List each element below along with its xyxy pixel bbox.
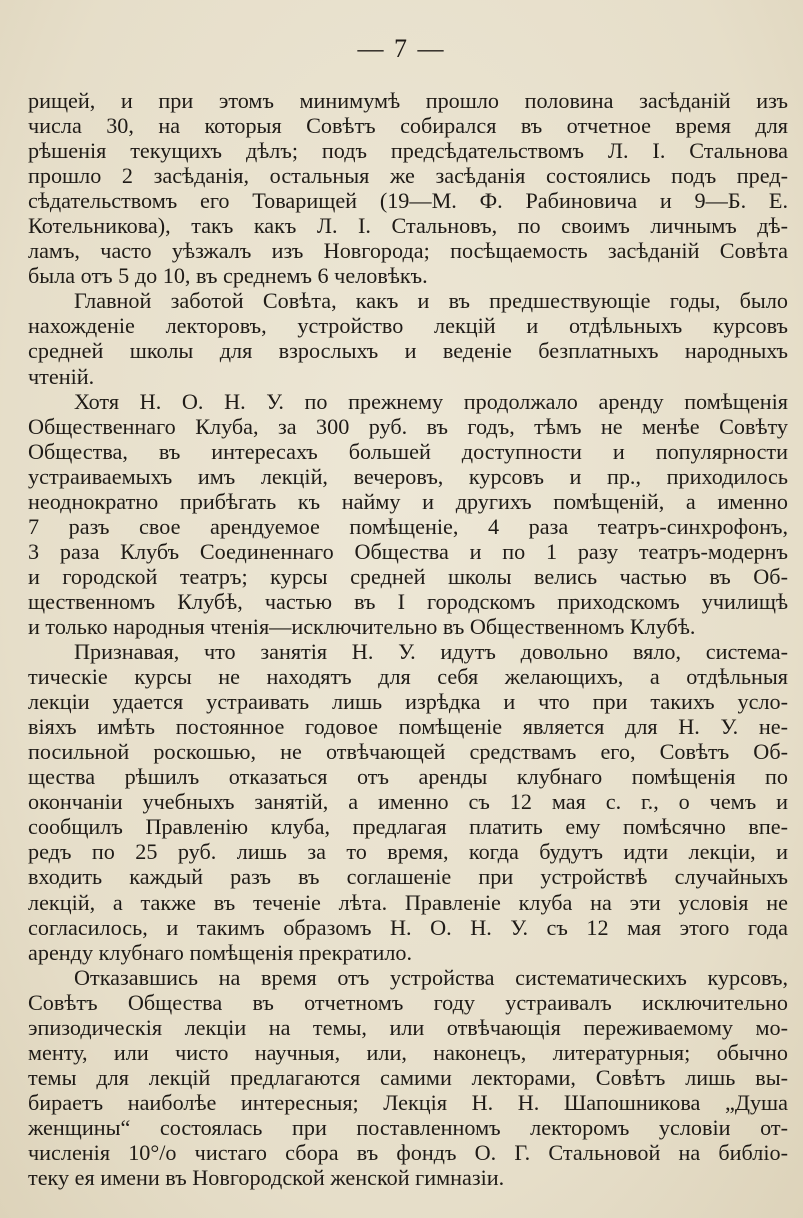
text-line: 7 разъ свое арендуемое помѣщеніе, 4 раза театръ-синхрофонъ, [28, 513, 788, 539]
text-line: посильной роскошью, не отвѣчающей средствамъ его, Совѣтъ Об- [28, 739, 788, 765]
text-line: теку ея имени въ Новгородской женской гимназіи. [28, 1165, 505, 1191]
text-line: численія 10°/о чистаго сбора въ фондъ О. Г. Стальновой на библіо- [28, 1139, 788, 1165]
text-line: 3 раза Клубъ Соединеннаго Общества и по 1 разу театръ-модернъ [28, 538, 788, 564]
text-line: нахожденіе лекторовъ, устройство лекцій и отдѣльныхъ курсовъ [28, 313, 788, 339]
text-line: ламъ, часто уѣзжалъ изъ Новгорода; посѣщаемость засѣданій Совѣта [28, 238, 788, 264]
text-line: окончаніи учебныхъ занятій, а именно съ 12 мая с. г., о чемъ и [28, 789, 788, 815]
paragraph-3 [28, 389, 788, 639]
text-line: менту, или чисто научныя, или, наконецъ, литературныя; обычно [28, 1039, 788, 1065]
text-line: Совѣтъ Общества въ отчетномъ году устраивалъ исключительно [28, 989, 788, 1015]
text-line: лекціи удается устраивать лишь изрѣдка и что при такихъ усло- [28, 689, 788, 715]
text-line: Главной заботой Совѣта, какъ и въ предшествующіе годы, было [74, 288, 788, 314]
text-line: числа 30, на которыя Совѣтъ собирался въ отчетное время для [28, 113, 788, 139]
text-line: рѣшенія текущихъ дѣлъ; подъ предсѣдательствомъ Л. І. Стальнова [28, 138, 788, 164]
text-line: неоднократно прибѣгать къ найму и другихъ помѣщеній, а именно [28, 488, 788, 514]
text-line: Общества, въ интересахъ большей доступности и популярности [28, 438, 788, 464]
paragraph-1 [28, 88, 788, 288]
text-line: редъ по 25 руб. лишь за то время, когда будутъ идти лекціи, и [28, 839, 788, 865]
body-text [28, 88, 788, 1190]
text-line: Котельникова), такъ какъ Л. І. Стальновъ, по своимъ личнымъ дѣ- [28, 213, 788, 239]
text-line: віяхъ имѣть постоянное годовое помѣщеніе является для Н. У. не- [28, 714, 788, 740]
text-line: средней школы для взрослыхъ и веденіе безплатныхъ народныхъ [28, 338, 788, 364]
text-line: сѣдательствомъ его Товарищей (19—М. Ф. Рабиновича и 9—Б. Е. [28, 188, 788, 214]
text-line: Общественнаго Клуба, за 300 руб. въ годъ, тѣмъ не менѣе Совѣту [28, 413, 788, 439]
text-line: женщины“ состоялась при поставленномъ лекторомъ условіи от- [28, 1114, 788, 1140]
text-line: и только народныя чтенія—исключительно въ Общественномъ Клубѣ. [28, 613, 696, 639]
text-line: эпизодическія лекціи на темы, или отвѣчающія переживаемому мо- [28, 1014, 788, 1040]
paragraph-5 [28, 965, 788, 1190]
text-line: чтеній. [28, 363, 95, 389]
text-line: Хотя Н. О. Н. У. по прежнему продолжало аренду помѣщенія [74, 388, 788, 414]
text-line: рищей, и при этомъ минимумѣ прошло половина засѣданій изъ [28, 88, 788, 113]
paragraph-4 [28, 639, 788, 965]
text-line: тическіе курсы не находятъ для себя желающихъ, а отдѣльныя [28, 664, 788, 690]
text-line: входить каждый разъ въ соглашеніе при устройствѣ случайныхъ [28, 864, 788, 890]
page-number: — 7 — [357, 34, 446, 63]
text-line: сообщилъ Правленію клуба, предлагая платить ему помѣсячно впе- [28, 814, 788, 840]
text-line: темы для лекцій предлагаются самими лекторами, Совѣтъ лишь вы- [28, 1064, 788, 1090]
text-line: была отъ 5 до 10, въ среднемъ 6 человѣкъ. [28, 263, 428, 289]
text-line: прошло 2 засѣданія, остальныя же засѣданія состоялись подъ пред- [28, 163, 788, 189]
text-line: щества рѣшилъ отказаться отъ аренды клубнаго помѣщенія по [28, 764, 788, 790]
text-line: лекцій, а также въ теченіе лѣта. Правленіе клуба на эти условія не [28, 889, 788, 915]
text-line: щественномъ Клубѣ, частью въ І городскомъ приходскомъ училищѣ [28, 588, 788, 614]
text-line: аренду клубнаго помѣщенія прекратило. [28, 939, 413, 965]
text-line: согласилось, и такимъ образомъ Н. О. Н. У. съ 12 мая этого года [28, 914, 788, 940]
text-line: бираетъ наиболѣе интересныя; Лекція Н. Н. Шапошникова „Душа [28, 1089, 788, 1115]
text-line: Признавая, что занятія Н. У. идутъ довольно вяло, система- [74, 639, 788, 665]
text-line: Отказавшись на время отъ устройства систематическихъ курсовъ, [74, 964, 788, 990]
paragraph-2 [28, 288, 788, 388]
text-line: устраиваемыхъ имъ лекцій, вечеровъ, курсовъ и пр., приходилось [28, 463, 788, 489]
text-line: и городской театръ; курсы средней школы велись частью въ Об- [28, 563, 788, 589]
